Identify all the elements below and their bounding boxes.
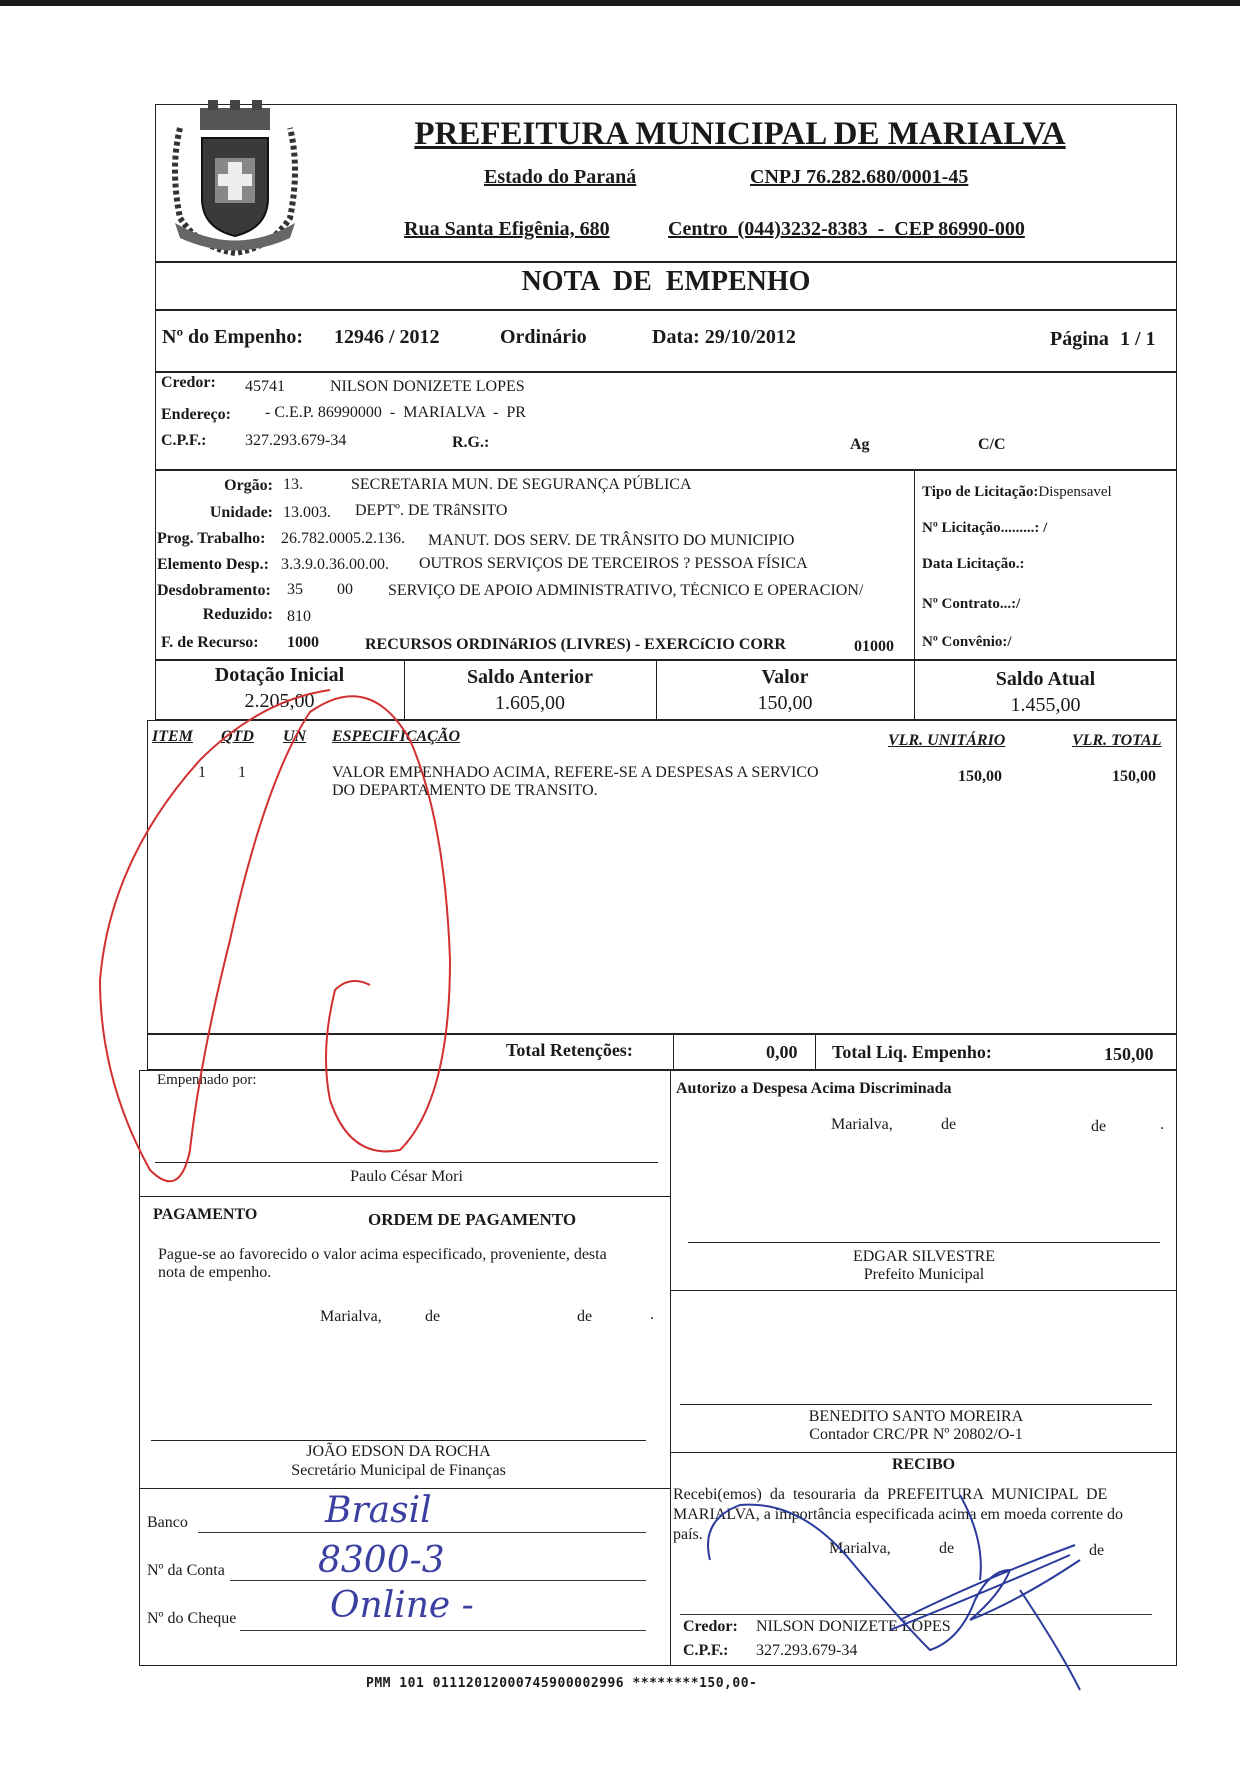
autorizo-label: Autorizo a Despesa Acima Discriminada: [676, 1080, 952, 1097]
licitacao-number: Nº Licitação.........: /: [922, 520, 1048, 536]
col-qtd-header: QTD: [221, 728, 254, 745]
licitacao-date: Data Licitação.:: [922, 556, 1025, 572]
row-1-spec-line2: DO DEPARTAMENTO DE TRANSITO.: [332, 782, 598, 799]
pagamento-signer-role: Secretário Municipal de Finanças: [291, 1462, 506, 1479]
municipal-crest-icon: [160, 98, 310, 258]
cheque-line: [240, 1630, 646, 1631]
recibo-title: RECIBO: [891, 1456, 956, 1473]
footer-code: PMM 101 01112012000745900002996 ********150,00-: [366, 1676, 758, 1691]
endereco-value: - C.E.P. 86990000 - MARIALVA - PR: [265, 404, 526, 421]
recibo-credor-label: Credor:: [683, 1618, 738, 1635]
row-1-unit: 150,00: [958, 768, 1002, 785]
unidade-code: 13.003.: [283, 504, 331, 521]
saldo-anterior-label: Saldo Anterior: [466, 666, 594, 688]
banco-label: Banco: [147, 1514, 188, 1531]
pagamento-label: PAGAMENTO: [153, 1206, 258, 1223]
ordem-pagamento-title: ORDEM DE PAGAMENTO: [368, 1210, 577, 1229]
fonte-extra: 01000: [854, 638, 894, 655]
cheque-value: Online -: [330, 1585, 474, 1626]
unidade-name: DEPTº. DE TRâNSITO: [355, 502, 508, 519]
row-1-spec-line1: VALOR EMPENHADO ACIMA, REFERE-SE A DESPESAS A SERVICO: [332, 764, 819, 781]
autorizo-sign-line: [688, 1242, 1160, 1243]
autorizo-dot: .: [1160, 1116, 1164, 1133]
totals-divider-1: [673, 1034, 674, 1070]
licitacao-type-label: Tipo de Licitação:: [922, 484, 1039, 500]
autorizo-signer-role: Prefeito Municipal: [863, 1266, 985, 1283]
col-unit-header: VLR. UNITÁRIO: [888, 732, 1006, 749]
col-item-header: ITEM: [152, 728, 193, 745]
autorizo-place: Marialva,: [831, 1116, 893, 1133]
recibo-line2: MARIALVA, a importância especificada acima em moeda corrente do: [673, 1506, 1124, 1523]
cpf-value: 327.293.679-34: [245, 432, 347, 449]
retencoes-label: Total Retenções:: [506, 1040, 633, 1060]
convenio-number: Nº Convênio:/: [922, 634, 1012, 650]
conta-label: Nº da Conta: [147, 1562, 225, 1579]
recibo-line1: Recebi(emos) da tesouraria da PREFEITURA MUNICIPAL DE: [673, 1486, 1108, 1503]
bottom-divider: [670, 1070, 671, 1666]
empenhado-sign-line: [155, 1162, 658, 1163]
row-1-item: 1: [198, 764, 206, 781]
col-spec-header: ESPECIFICAÇÃO: [332, 728, 461, 745]
desdobramento-code-1: 35: [287, 581, 303, 598]
saldo-anterior-value: 1.605,00: [495, 692, 565, 714]
recibo-de-1: de: [939, 1540, 955, 1557]
autorizo-de-2: de: [1091, 1118, 1107, 1135]
recibo-credor-name: NILSON DONIZETE LOPES: [756, 1618, 951, 1635]
doc-title: NOTA DE EMPENHO: [521, 266, 811, 297]
prog-name: MANUT. DOS SERV. DE TRÂNSITO DO MUNICIPIO: [428, 532, 795, 549]
pagamento-de-1: de: [425, 1308, 441, 1325]
saldo-atual-value: 1.455,00: [1010, 694, 1081, 716]
pagamento-signer-name: JOÃO EDSON DA ROCHA: [306, 1443, 491, 1460]
elemento-name: OUTROS SERVIÇOS DE TERCEIROS ? PESSOA FÍSICA: [419, 555, 808, 572]
col-un-header: UN: [283, 728, 307, 745]
fonte-name: RECURSOS ORDINáRIOS (LIVRES) - EXERCíCIO CORR: [365, 636, 786, 653]
empenhado-signer: Paulo César Mori: [350, 1168, 463, 1185]
row-1-total: 150,00: [1112, 768, 1156, 785]
pagamento-de-2: de: [577, 1308, 593, 1325]
prog-label: Prog. Trabalho:: [157, 530, 266, 547]
cnpj: CNPJ 76.282.680/0001-45: [750, 166, 969, 188]
recibo-place: Marialva,: [829, 1540, 891, 1557]
autorizo-de-1: de: [941, 1116, 957, 1133]
credor-label: Credor:: [161, 374, 216, 391]
prog-code: 26.782.0005.2.136.: [281, 530, 405, 547]
fonte-code: 1000: [287, 634, 319, 651]
empenho-number-label: Nº do Empenho:: [162, 326, 304, 348]
desdobramento-code-2: 00: [337, 581, 353, 598]
contrato-number: Nº Contrato...:/: [922, 596, 1021, 612]
row-1-qtd: 1: [238, 764, 246, 781]
unidade-label: Unidade:: [209, 504, 273, 521]
conta-value: 8300-3: [318, 1540, 445, 1581]
prefeitura-title: PREFEITURA MUNICIPAL DE MARIALVA: [414, 116, 1066, 152]
pagamento-dot: .: [650, 1306, 654, 1323]
dotacao-label: Dotação Inicial: [214, 664, 345, 686]
pagamento-text-line2: nota de empenho.: [158, 1264, 272, 1281]
recibo-cpf-value: 327.293.679-34: [756, 1642, 858, 1659]
empenho-date: Data: 29/10/2012: [652, 326, 796, 348]
fonte-label: F. de Recurso:: [161, 634, 259, 651]
pagamento-divider: [139, 1488, 670, 1489]
state-name: Estado do Paraná: [484, 166, 637, 188]
recibo-sign-line: [680, 1614, 1152, 1615]
district-phone-cep: Centro (044)3232-8383 - CEP 86990-000: [668, 218, 1025, 240]
totals-divider-2: [815, 1034, 816, 1070]
banco-line: [198, 1532, 646, 1533]
empenho-number: 12946 / 2012: [334, 326, 440, 348]
pagamento-place: Marialva,: [320, 1308, 382, 1325]
reduzido-value: 810: [287, 608, 311, 625]
empenhado-label: Empenhado por:: [157, 1072, 257, 1088]
empenho-type: Ordinário: [500, 326, 587, 348]
orgao-name: SECRETARIA MUN. DE SEGURANÇA PÚBLICA: [351, 476, 692, 493]
credor-code: 45741: [245, 378, 285, 395]
cpf-label: C.P.F.:: [161, 432, 207, 449]
recibo-de-2: de: [1089, 1542, 1105, 1559]
autorizo-divider: [670, 1290, 1177, 1291]
liq-empenho-label: Total Liq. Empenho:: [832, 1042, 992, 1062]
ag-label: Ag: [850, 436, 870, 453]
col-total-header: VLR. TOTAL: [1072, 732, 1162, 749]
rg-label: R.G.:: [452, 434, 490, 451]
reduzido-label: Reduzido:: [202, 606, 273, 623]
bottom-box: [139, 1070, 1177, 1666]
recibo-cpf-label: C.P.F.:: [683, 1642, 729, 1659]
retencoes-value: 0,00: [766, 1042, 798, 1062]
dotacao-value: 2.205,00: [244, 690, 315, 712]
pagamento-text-line1: Pague-se ao favorecido o valor acima especificado, proveniente, desta: [158, 1246, 607, 1263]
banco-value: Brasil: [325, 1490, 432, 1531]
autorizo-signer-name: EDGAR SILVESTRE: [852, 1248, 996, 1265]
cc-label: C/C: [978, 436, 1006, 453]
contador-sign-line: [680, 1404, 1152, 1405]
page-number: 1 / 1: [1120, 328, 1156, 350]
cheque-label: Nº do Cheque: [147, 1610, 237, 1627]
desdobramento-name: SERVIÇO DE APOIO ADMINISTRATIVO, TÉCNICO E OPERACION/: [388, 582, 864, 599]
orgao-divider: [914, 470, 915, 660]
address: Rua Santa Efigênia, 680: [404, 218, 610, 240]
elemento-label: Elemento Desp.:: [157, 556, 269, 573]
valor-value: 150,00: [757, 692, 813, 714]
totals-box: [147, 1034, 1177, 1070]
page-label: Página: [1050, 328, 1109, 350]
pagamento-sign-line: [151, 1440, 646, 1441]
licitacao-type-value: Dispensavel: [1038, 484, 1112, 500]
elemento-code: 3.3.9.0.36.00.00.: [281, 556, 389, 573]
contador-name: BENEDITO SANTO MOREIRA: [808, 1408, 1024, 1425]
saldo-atual-label: Saldo Atual: [995, 668, 1096, 690]
liq-empenho-value: 150,00: [1104, 1044, 1154, 1064]
recibo-line3: país.: [673, 1526, 703, 1543]
orgao-code: 13.: [283, 476, 303, 493]
valor-label: Valor: [761, 666, 809, 688]
endereco-label: Endereço:: [161, 406, 231, 423]
credor-name: NILSON DONIZETE LOPES: [330, 378, 525, 395]
empenhado-divider: [139, 1196, 670, 1197]
desdobramento-label: Desdobramento:: [157, 582, 271, 599]
licitacao-type: [922, 484, 1112, 501]
contador-divider: [670, 1452, 1177, 1453]
contador-role: Contador CRC/PR Nº 20802/O-1: [809, 1426, 1023, 1443]
orgao-label: Orgão:: [224, 477, 273, 494]
scan-top-edge: [0, 0, 1240, 6]
